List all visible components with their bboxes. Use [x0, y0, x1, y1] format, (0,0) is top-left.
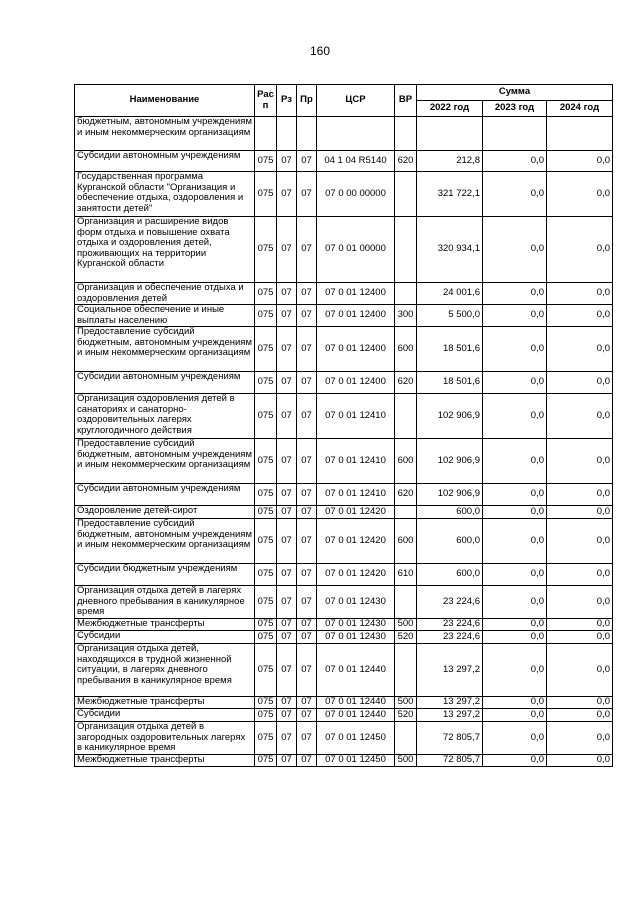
row-ras — [255, 117, 277, 151]
row-name: Субсидии автономным учреждениям — [75, 484, 255, 506]
row-rz: 07 — [277, 484, 297, 506]
row-sum-2024: 0,0 — [547, 151, 613, 172]
row-ras: 075 — [255, 151, 277, 172]
table-row — [75, 564, 613, 586]
row-csr: 07 0 01 12410 — [317, 439, 395, 484]
row-sum-2022: 320 934,1 — [417, 217, 483, 283]
row-name: Оздоровление детей-сирот — [75, 506, 255, 519]
table-row — [75, 327, 613, 372]
row-ras: 075 — [255, 755, 277, 767]
row-sum-2022: 102 906,9 — [417, 484, 483, 506]
table-row — [75, 755, 613, 767]
row-rz — [277, 117, 297, 151]
row-pr: 07 — [297, 644, 317, 697]
row-vr: 500 — [395, 755, 417, 767]
row-pr: 07 — [297, 217, 317, 283]
row-vr: 600 — [395, 327, 417, 372]
row-ras: 075 — [255, 697, 277, 709]
row-name: Организация оздоровления детей в санаториях и санаторно-оздоровительных лагерях круглогодичного действия — [75, 394, 255, 439]
table-row — [75, 484, 613, 506]
row-sum-2023: 0,0 — [483, 697, 547, 709]
row-ras: 075 — [255, 217, 277, 283]
row-pr: 07 — [297, 484, 317, 506]
row-sum-2022: 72 805,7 — [417, 722, 483, 755]
row-name: Государственная программа Курганской области "Организация и обеспечение отдыха, оздоровления и занятости детей" — [75, 172, 255, 217]
row-sum-2024: 0,0 — [547, 619, 613, 631]
row-rz: 07 — [277, 631, 297, 644]
row-name: Межбюджетные трансферты — [75, 619, 255, 631]
row-vr: 600 — [395, 439, 417, 484]
row-pr: 07 — [297, 372, 317, 394]
row-pr: 07 — [297, 151, 317, 172]
row-rz: 07 — [277, 172, 297, 217]
row-sum-2024: 0,0 — [547, 394, 613, 439]
row-pr: 07 — [297, 586, 317, 619]
row-vr: 610 — [395, 564, 417, 586]
row-ras: 075 — [255, 305, 277, 327]
row-sum-2024: 0,0 — [547, 172, 613, 217]
row-ras: 075 — [255, 586, 277, 619]
row-rz: 07 — [277, 283, 297, 305]
row-vr — [395, 172, 417, 217]
row-sum-2022: 5 500,0 — [417, 305, 483, 327]
row-csr: 07 0 01 00000 — [317, 217, 395, 283]
row-sum-2023: 0,0 — [483, 283, 547, 305]
row-sum-2023: 0,0 — [483, 519, 547, 564]
row-sum-2023: 0,0 — [483, 217, 547, 283]
row-pr: 07 — [297, 439, 317, 484]
row-sum-2024: 0,0 — [547, 305, 613, 327]
row-sum-2023: 0,0 — [483, 619, 547, 631]
row-name: Субсидии — [75, 709, 255, 722]
table-row — [75, 619, 613, 631]
budget-table — [74, 84, 613, 767]
row-csr: 07 0 01 12410 — [317, 394, 395, 439]
table-header — [75, 85, 613, 117]
row-rz: 07 — [277, 619, 297, 631]
row-sum-2022: 18 501,6 — [417, 372, 483, 394]
row-sum-2023: 0,0 — [483, 586, 547, 619]
row-pr: 07 — [297, 697, 317, 709]
row-vr — [395, 394, 417, 439]
row-name: Межбюджетные трансферты — [75, 697, 255, 709]
row-sum-2023: 0,0 — [483, 394, 547, 439]
row-sum-2022: 600,0 — [417, 519, 483, 564]
row-sum-2024: 0,0 — [547, 722, 613, 755]
table-row — [75, 697, 613, 709]
row-name: Субсидии — [75, 631, 255, 644]
row-ras: 075 — [255, 519, 277, 564]
row-sum-2023: 0,0 — [483, 631, 547, 644]
table-row — [75, 519, 613, 564]
row-sum-2024: 0,0 — [547, 697, 613, 709]
row-sum-2022: 212,8 — [417, 151, 483, 172]
row-csr: 07 0 01 12400 — [317, 305, 395, 327]
table-row — [75, 283, 613, 305]
row-sum-2024: 0,0 — [547, 519, 613, 564]
row-rz: 07 — [277, 519, 297, 564]
table-row — [75, 172, 613, 217]
row-ras: 075 — [255, 394, 277, 439]
row-pr — [297, 117, 317, 151]
row-pr: 07 — [297, 619, 317, 631]
row-csr: 07 0 01 12440 — [317, 697, 395, 709]
row-name: Субсидии бюджетным учреждениям — [75, 564, 255, 586]
row-rz: 07 — [277, 722, 297, 755]
header-name: Наименование — [75, 85, 255, 117]
row-sum-2022: 23 224,6 — [417, 631, 483, 644]
header-sum: Сумма — [417, 85, 613, 101]
row-csr: 07 0 01 12430 — [317, 586, 395, 619]
row-sum-2022 — [417, 117, 483, 151]
table-row — [75, 586, 613, 619]
table-row — [75, 117, 613, 151]
header-pr: Пр — [297, 85, 317, 117]
row-name: Предоставление субсидий бюджетным, автономным учреждениям и иным некоммерческим организациям — [75, 439, 255, 484]
table-row — [75, 394, 613, 439]
row-ras: 075 — [255, 172, 277, 217]
row-sum-2022: 24 001,6 — [417, 283, 483, 305]
row-vr: 620 — [395, 484, 417, 506]
page-number: 160 — [309, 44, 331, 58]
header-csr: ЦСР — [317, 85, 395, 117]
row-rz: 07 — [277, 394, 297, 439]
table-row — [75, 372, 613, 394]
row-rz: 07 — [277, 644, 297, 697]
row-name: Организация отдыха детей в загородных оздоровительных лагерях в каникулярное время — [75, 722, 255, 755]
row-ras: 075 — [255, 484, 277, 506]
header-ras: Рас п — [255, 85, 277, 117]
row-ras: 075 — [255, 564, 277, 586]
table-row — [75, 305, 613, 327]
row-name: Межбюджетные трансферты — [75, 755, 255, 767]
row-ras: 075 — [255, 283, 277, 305]
row-csr: 07 0 01 12450 — [317, 755, 395, 767]
row-sum-2022: 13 297,2 — [417, 709, 483, 722]
header-2023: 2023 год — [483, 101, 547, 117]
row-rz: 07 — [277, 564, 297, 586]
row-sum-2023: 0,0 — [483, 506, 547, 519]
row-sum-2024: 0,0 — [547, 564, 613, 586]
row-pr: 07 — [297, 519, 317, 564]
row-sum-2024: 0,0 — [547, 217, 613, 283]
row-sum-2024: 0,0 — [547, 372, 613, 394]
row-csr — [317, 117, 395, 151]
header-2022: 2022 год — [417, 101, 483, 117]
table-row — [75, 722, 613, 755]
row-ras: 075 — [255, 631, 277, 644]
row-sum-2024: 0,0 — [547, 709, 613, 722]
row-pr: 07 — [297, 631, 317, 644]
row-pr: 07 — [297, 564, 317, 586]
row-vr — [395, 217, 417, 283]
row-vr: 500 — [395, 697, 417, 709]
table-body — [75, 117, 613, 767]
row-csr: 07 0 01 12440 — [317, 644, 395, 697]
header-vr: ВР — [395, 85, 417, 117]
row-ras: 075 — [255, 327, 277, 372]
row-vr: 520 — [395, 709, 417, 722]
row-pr: 07 — [297, 172, 317, 217]
header-2024: 2024 год — [547, 101, 613, 117]
row-ras: 075 — [255, 619, 277, 631]
row-pr: 07 — [297, 722, 317, 755]
row-rz: 07 — [277, 327, 297, 372]
row-vr: 600 — [395, 519, 417, 564]
table-row — [75, 506, 613, 519]
row-ras: 075 — [255, 439, 277, 484]
row-sum-2023: 0,0 — [483, 484, 547, 506]
table-row — [75, 151, 613, 172]
row-sum-2024: 0,0 — [547, 755, 613, 767]
row-sum-2023: 0,0 — [483, 644, 547, 697]
row-pr: 07 — [297, 755, 317, 767]
row-rz: 07 — [277, 709, 297, 722]
row-csr: 07 0 01 12420 — [317, 564, 395, 586]
row-vr: 620 — [395, 372, 417, 394]
row-sum-2022: 13 297,2 — [417, 697, 483, 709]
row-csr: 07 0 01 12440 — [317, 709, 395, 722]
row-rz: 07 — [277, 372, 297, 394]
row-csr: 07 0 01 12400 — [317, 283, 395, 305]
row-pr: 07 — [297, 305, 317, 327]
row-rz: 07 — [277, 305, 297, 327]
table-row — [75, 709, 613, 722]
row-sum-2022: 23 224,6 — [417, 586, 483, 619]
row-sum-2023: 0,0 — [483, 722, 547, 755]
row-ras: 075 — [255, 644, 277, 697]
row-sum-2023: 0,0 — [483, 172, 547, 217]
row-sum-2022: 23 224,6 — [417, 619, 483, 631]
row-ras: 075 — [255, 372, 277, 394]
row-ras: 075 — [255, 506, 277, 519]
row-rz: 07 — [277, 697, 297, 709]
row-name: бюджетным, автономным учреждениям и иным некоммерческим организациям — [75, 117, 255, 151]
row-sum-2022: 102 906,9 — [417, 439, 483, 484]
row-sum-2024: 0,0 — [547, 586, 613, 619]
row-vr: 300 — [395, 305, 417, 327]
row-sum-2023: 0,0 — [483, 151, 547, 172]
row-rz: 07 — [277, 506, 297, 519]
row-ras: 075 — [255, 722, 277, 755]
row-name: Организация и обеспечение отдыха и оздоровления детей — [75, 283, 255, 305]
row-name: Организация отдыха детей, находящихся в трудной жизненной ситуации, в лагерях дневного пребывания в каникулярное время — [75, 644, 255, 697]
row-csr: 07 0 01 12400 — [317, 327, 395, 372]
row-name: Организация и расширение видов форм отдыха и повышение охвата отдыха и оздоровления детей, проживающих на территории Курганской области — [75, 217, 255, 283]
row-sum-2023: 0,0 — [483, 439, 547, 484]
row-sum-2022: 72 805,7 — [417, 755, 483, 767]
row-sum-2024: 0,0 — [547, 506, 613, 519]
row-name: Субсидии автономным учреждениям — [75, 151, 255, 172]
row-csr: 07 0 01 12420 — [317, 519, 395, 564]
row-sum-2024: 0,0 — [547, 484, 613, 506]
row-name: Социальное обеспечение и иные выплаты населению — [75, 305, 255, 327]
row-sum-2024: 0,0 — [547, 327, 613, 372]
row-vr: 620 — [395, 151, 417, 172]
row-sum-2022: 600,0 — [417, 564, 483, 586]
row-sum-2023: 0,0 — [483, 305, 547, 327]
row-pr: 07 — [297, 283, 317, 305]
table-row — [75, 644, 613, 697]
row-sum-2023: 0,0 — [483, 755, 547, 767]
row-sum-2023: 0,0 — [483, 372, 547, 394]
row-csr: 07 0 01 12410 — [317, 484, 395, 506]
table-row — [75, 217, 613, 283]
row-pr: 07 — [297, 709, 317, 722]
row-sum-2023 — [483, 117, 547, 151]
row-sum-2023: 0,0 — [483, 709, 547, 722]
row-pr: 07 — [297, 327, 317, 372]
row-vr — [395, 586, 417, 619]
row-sum-2023: 0,0 — [483, 327, 547, 372]
row-pr: 07 — [297, 506, 317, 519]
row-sum-2022: 321 722,1 — [417, 172, 483, 217]
row-sum-2024: 0,0 — [547, 631, 613, 644]
table-row — [75, 439, 613, 484]
row-csr: 07 0 01 12430 — [317, 631, 395, 644]
row-sum-2024: 0,0 — [547, 439, 613, 484]
row-ras: 075 — [255, 709, 277, 722]
row-csr: 07 0 01 12430 — [317, 619, 395, 631]
row-rz: 07 — [277, 439, 297, 484]
row-sum-2024: 0,0 — [547, 644, 613, 697]
row-vr: 500 — [395, 619, 417, 631]
row-rz: 07 — [277, 217, 297, 283]
row-name: Субсидии автономным учреждениям — [75, 372, 255, 394]
row-csr: 07 0 01 12450 — [317, 722, 395, 755]
row-sum-2022: 600,0 — [417, 506, 483, 519]
row-name: Предоставление субсидий бюджетным, автономным учреждениям и иным некоммерческим организациям — [75, 327, 255, 372]
row-vr — [395, 117, 417, 151]
row-sum-2022: 102 906,9 — [417, 394, 483, 439]
row-name: Предоставление субсидий бюджетным, автономным учреждениям и иным некоммерческим организациям — [75, 519, 255, 564]
row-csr: 04 1 04 R5140 — [317, 151, 395, 172]
row-vr — [395, 644, 417, 697]
table-row — [75, 631, 613, 644]
row-csr: 07 0 00 00000 — [317, 172, 395, 217]
row-vr — [395, 283, 417, 305]
row-vr — [395, 722, 417, 755]
row-rz: 07 — [277, 151, 297, 172]
row-csr: 07 0 01 12400 — [317, 372, 395, 394]
row-sum-2023: 0,0 — [483, 564, 547, 586]
row-vr: 520 — [395, 631, 417, 644]
row-sum-2022: 18 501,6 — [417, 327, 483, 372]
row-pr: 07 — [297, 394, 317, 439]
row-sum-2024 — [547, 117, 613, 151]
row-rz: 07 — [277, 586, 297, 619]
row-name: Организация отдыха детей в лагерях дневного пребывания в каникулярное время — [75, 586, 255, 619]
row-sum-2022: 13 297,2 — [417, 644, 483, 697]
row-sum-2024: 0,0 — [547, 283, 613, 305]
row-csr: 07 0 01 12420 — [317, 506, 395, 519]
row-vr — [395, 506, 417, 519]
header-rz: Рз — [277, 85, 297, 117]
row-rz: 07 — [277, 755, 297, 767]
